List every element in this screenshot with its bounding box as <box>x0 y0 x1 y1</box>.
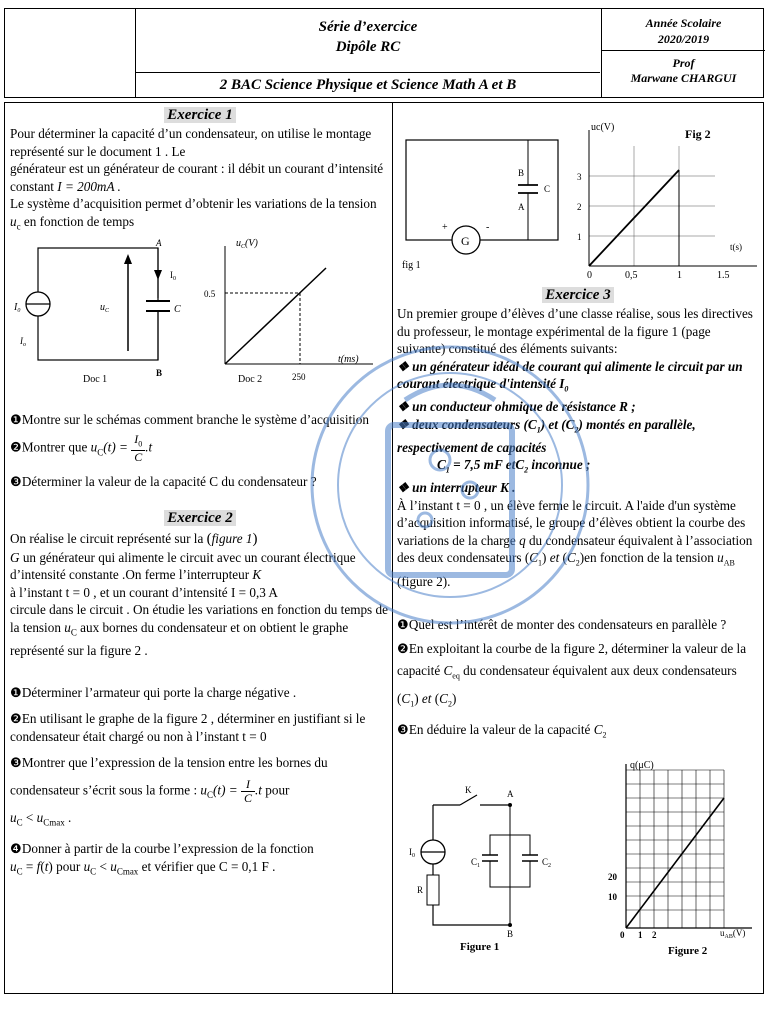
ex3-statement: Un premier groupe d’élèves d’une classe réalise, sous les directives du professeur, le montage expérimental de la figure 1 (page suivante) constitué des éléments suivants: ❖ un générateur idéal de courant qui alimente le circuit par un courant électrique d'intensité $I_0$ ❖ un conducteur ohmique de résistance R ; ❖ deux condensateurs $(C_1)$ et $(C_2)$ montés en parallèle, respectivement de capacités $C_1 = 7,5$ mF etC$_2$ inconnue ; ❖ un interrupteur K . À l’instant t = 0 , un élève ferme le circuit. A l'aide d'un système d’acquisition informatisé, le groupe d’élèves obtient la courbe des variations de la charge q du condensateur équivalent à l’association des deux condensateurs $(C_1)$ et $(C_2)en$ fonction de la tension $u_{AB}$ (figure 2). <box>397 306 753 589</box>
svg-text:I0: $I_0$ <box>409 847 415 859</box>
svg-text:uc(V): uc(V) <box>591 122 615 133</box>
svg-text:Io: $I_o$ <box>20 336 26 348</box>
prof-label: Prof <box>672 56 695 70</box>
fig2-caption: Fig 2 <box>685 127 711 141</box>
ex3-circuit-figure1 <box>405 775 580 960</box>
ytick-0-5: 0.5 <box>204 289 216 299</box>
node-a-label: A <box>156 238 162 248</box>
svg-text:q(μC): q(μC) <box>630 760 654 771</box>
prof-name: Marwane CHARGUI <box>630 71 737 85</box>
svg-text:0: 0 <box>620 930 625 940</box>
ex1-graph-doc2 <box>198 232 388 392</box>
svg-text:uC(V): $u_C(V)$ <box>236 238 258 250</box>
svg-text:C1: $C_1$ <box>471 857 481 869</box>
year-value: 2020/2019 <box>657 32 710 46</box>
series-title: Série d’exercice <box>318 19 418 35</box>
ex3-graph-figure2 <box>602 760 762 965</box>
generator-label: G <box>461 234 470 248</box>
xtick-250: 250 <box>292 372 306 382</box>
svg-text:C: C <box>174 304 181 315</box>
node-b-label: B <box>156 368 163 378</box>
ex1-statement: Pour déterminer la capacité d’un condensateur, on utilise le montage représenté sur le document 1 . Le générateur est un générateur de courant : il débit un courant d’intensité constant I = 200mA . Le système d’acquisition permet d’obtenir les variations de la tension $u_c$ en fonction de temps <box>10 126 384 232</box>
svg-text:I0: $I_0$ <box>14 302 21 314</box>
ex2-title: Exercice 2 <box>10 510 390 527</box>
svg-text:1: 1 <box>638 930 643 940</box>
ex1-title: Exercice 1 <box>10 107 390 124</box>
ex1-questions: ❶Montre sur le schémas comment branche le système d’acquisition ❷Montrer que $u_C(t) = I_0$ C.t ❸Déterminer la valeur de la capacité C du condensateur ? <box>10 412 369 490</box>
svg-text:t(ms): t(ms) <box>338 354 359 365</box>
header-logo-cell <box>5 9 136 97</box>
svg-text:20: 20 <box>608 872 617 882</box>
svg-text:2: 2 <box>652 930 657 940</box>
svg-text:2: 2 <box>577 202 582 212</box>
current-label: $I_0$ <box>170 270 176 282</box>
svg-text:R: R <box>417 885 424 895</box>
header-table <box>4 8 764 98</box>
svg-text:3: 3 <box>577 172 582 182</box>
figure2-caption: Figure 2 <box>668 945 708 957</box>
svg-text:B: B <box>518 168 525 178</box>
ex2-circuit-fig1 <box>398 130 568 280</box>
svg-text:C2: $C_2$ <box>542 857 552 869</box>
classes-label: 2 BAC Science Physique et Science Math A et B <box>219 77 517 93</box>
svg-text:A: A <box>518 202 525 212</box>
svg-text:uAB(V): $u_{AB}(V)$ <box>720 928 746 940</box>
svg-text:1: 1 <box>577 232 582 242</box>
ex2-questions: ❶Déterminer l’armateur qui porte la charge négative . ❷En utilisant le graphe de la figure 2 , déterminer en justifiant si le condensateur était chargé ou non à l’instant t = 0 ❸Montrer que l’expression de la tension entre les bornes du condensateur s’écrit sous la forme : $u_C(t) = \frac{I}{C}.t$ pour $u_C < u_{Cmax}$ . ❹Donner à partir de la courbe l’expression de la fonction $u_C = f(t)$ pour $u_C < u_{Cmax}$ et vérifier que C = 0,1 F . <box>10 685 366 877</box>
ex3-title: Exercice 3 <box>396 287 760 304</box>
ex2-statement: On réalise le circuit représenté sur la (figure 1) G un générateur qui alimente le circuit avec un courant électrique d’intensité constante .On ferme l’interrupteur K à l’instant t = 0 , et un courant d’intensité I = 0,3 A circule dans le circuit . On étudie les variations en fonction du temps de la tension $u_C$ aux bornes du condensateur et on obtient le graphe représenté sur la figure 2 . <box>10 531 388 658</box>
svg-text:1.5: 1.5 <box>717 270 730 281</box>
svg-text:-: - <box>486 222 490 233</box>
header-title-cell <box>136 9 600 97</box>
svg-text:10: 10 <box>608 892 617 902</box>
figure1-caption: Figure 1 <box>460 941 500 953</box>
svg-text:+: + <box>442 222 448 233</box>
svg-text:0: 0 <box>587 270 592 281</box>
ex2-graph-fig2 <box>565 118 765 283</box>
column-divider <box>392 102 393 994</box>
doc1-caption: Doc 1 <box>83 374 108 385</box>
header-info-cell <box>601 9 765 97</box>
ex1-circuit-doc1 <box>8 236 198 386</box>
svg-text:t(s): t(s) <box>730 242 742 252</box>
year-label: Année Scolaire <box>645 16 722 30</box>
svg-text:1: 1 <box>677 270 682 281</box>
doc2-caption: Doc 2 <box>238 374 263 385</box>
svg-text:C: C <box>544 184 551 194</box>
topic-title: Dipôle RC <box>335 39 401 55</box>
svg-text:0,5: 0,5 <box>625 270 638 281</box>
svg-text:K: K <box>465 785 472 795</box>
fig1-caption: fig 1 <box>402 260 421 271</box>
svg-text:B: B <box>507 929 514 939</box>
svg-text:A: A <box>507 789 514 799</box>
ex3-questions: ❶Quel est l’intérêt de monter des condensateurs en parallèle ? ❷En exploitant la courbe de la figure 2, déterminer la valeur de la capacité $C_{eq}$ du condensateur équivalent aux deux condensateurs $(C_1)$ et $(C_2)$ ❸En déduire la valeur de la capacité $C_2$ <box>397 617 747 740</box>
svg-text:uC: $u_C$ <box>100 302 110 314</box>
